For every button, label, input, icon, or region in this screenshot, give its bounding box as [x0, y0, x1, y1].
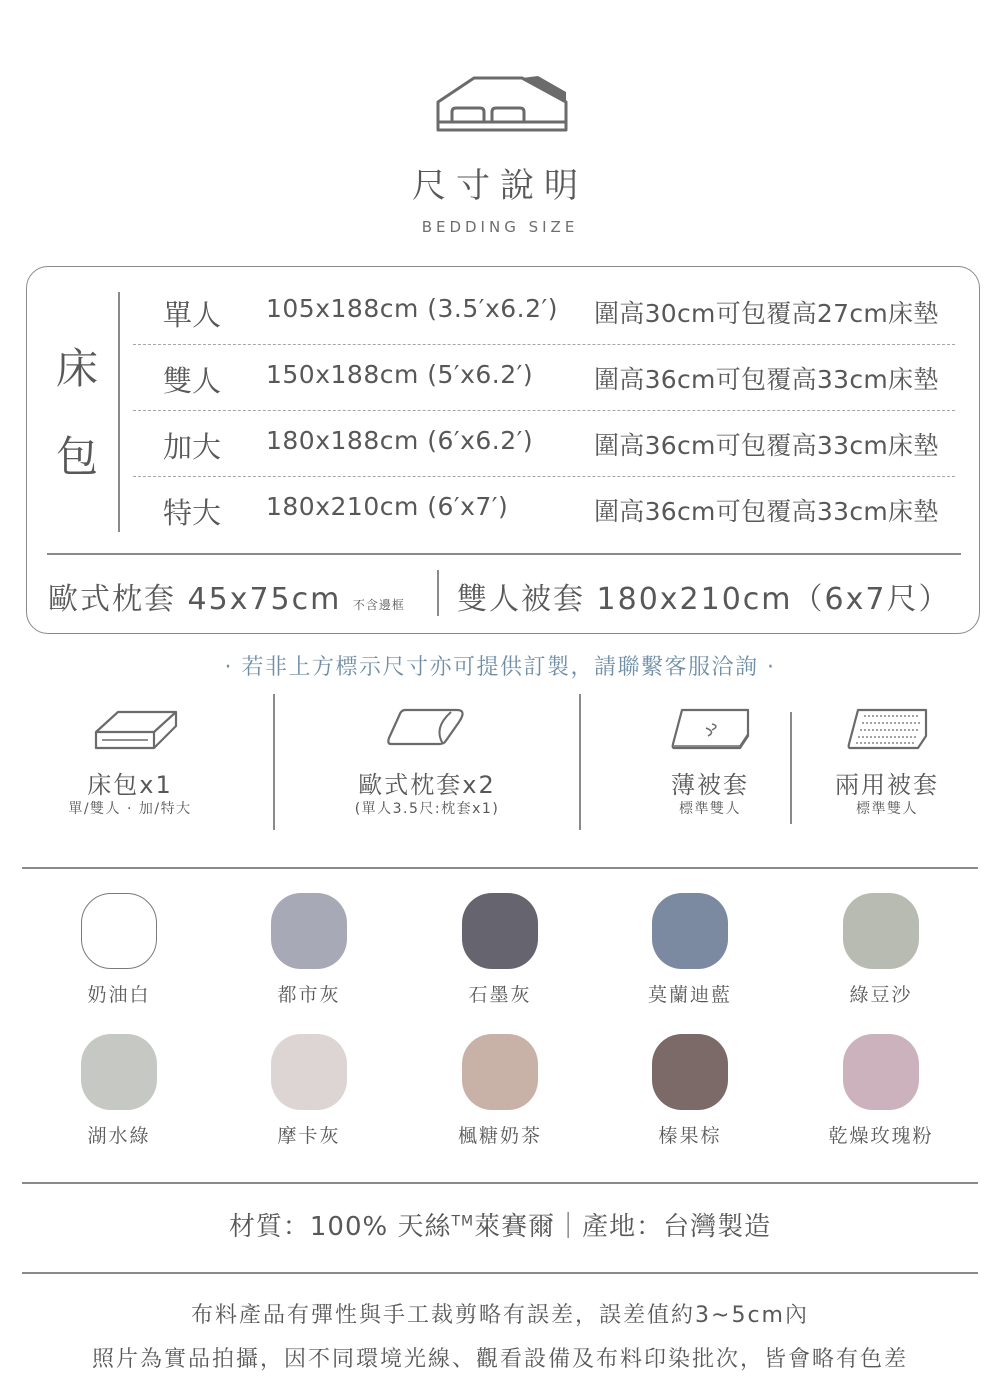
duvet-size: 雙人被套 180x210cm（6x7尺）	[457, 582, 951, 617]
disclaimer-line: 照片為實品拍攝，因不同環境光線、觀看設備及布料印染批次，皆會略有色差	[91, 1347, 908, 1372]
color-name: 榛果棕	[658, 1125, 722, 1147]
fitted-sheet-icon	[92, 706, 180, 752]
color-swatch	[843, 1034, 919, 1110]
section-divider	[22, 1182, 978, 1184]
material-prefix: 材質：100% 天絲	[228, 1212, 452, 1242]
color-name: 石墨灰	[468, 984, 532, 1006]
fitted-sheet-label-top: 床	[55, 344, 98, 393]
page-title: 尺寸說明	[412, 166, 588, 206]
row-divider	[133, 410, 955, 411]
content-sub: (單人3.5尺:枕套x1)	[354, 801, 500, 817]
fitted-sheet-label-bottom: 包	[55, 432, 98, 481]
size-row-name: 雙人	[163, 364, 222, 398]
color-swatch	[81, 1034, 157, 1110]
size-row-name: 加大	[163, 430, 222, 464]
content-label: 歐式枕套x2	[358, 771, 496, 799]
column-divider	[273, 694, 275, 830]
disclaimer-line: 布料產品有彈性與手工裁剪略有誤差，誤差值約3~5cm內	[191, 1303, 809, 1328]
row-divider	[133, 344, 955, 345]
size-row-dim: 180x188cm (6′x6.2′)	[266, 426, 534, 455]
content-sub: 標準雙人	[679, 801, 741, 817]
color-name: 都市灰	[277, 984, 341, 1006]
content-sub: 單/雙人 · 加/特大	[68, 801, 192, 817]
size-row-note: 圍高36cm可包覆高33cm床墊	[594, 431, 939, 460]
page-subtitle: BEDDING SIZE	[421, 218, 579, 236]
color-swatch	[271, 893, 347, 969]
horizontal-divider	[47, 553, 961, 555]
section-divider	[22, 867, 978, 869]
color-name: 楓糖奶茶	[457, 1125, 542, 1147]
color-swatch	[462, 893, 538, 969]
pillowcase-size-text: 歐式枕套 45x75cm	[48, 582, 342, 617]
size-row-note: 圍高30cm可包覆高27cm床墊	[594, 299, 939, 328]
content-sub: 標準雙人	[856, 801, 918, 817]
size-row-note: 圍高36cm可包覆高33cm床墊	[594, 497, 939, 526]
bed-house-icon	[430, 72, 570, 134]
custom-order-note: · 若非上方標示尺寸亦可提供訂製，請聯繫客服洽詢 ·	[224, 655, 776, 680]
quilt-duvet-icon	[846, 706, 930, 752]
vertical-divider	[118, 292, 120, 532]
pillowcase-icon	[385, 706, 469, 748]
trademark-mark: TM	[451, 1213, 475, 1230]
color-swatch	[843, 893, 919, 969]
color-name: 奶油白	[87, 984, 151, 1006]
size-row-dim: 105x188cm (3.5′x6.2′)	[266, 294, 558, 323]
size-row-name: 單人	[163, 298, 222, 332]
size-row-note: 圍高36cm可包覆高33cm床墊	[594, 365, 939, 394]
size-row-dim: 150x188cm (5′x6.2′)	[266, 360, 534, 389]
color-swatch	[271, 1034, 347, 1110]
content-label: 薄被套	[671, 771, 749, 799]
section-divider	[22, 1272, 978, 1274]
color-swatch	[652, 893, 728, 969]
color-name: 摩卡灰	[277, 1125, 341, 1147]
size-row-name: 特大	[163, 496, 222, 530]
thin-duvet-icon	[670, 706, 752, 752]
color-swatch	[462, 1034, 538, 1110]
color-swatch	[81, 893, 157, 969]
color-name: 綠豆沙	[849, 984, 913, 1006]
size-row-dim: 180x210cm (6′x7′)	[266, 492, 509, 521]
pillowcase-size	[48, 574, 405, 618]
material-origin	[0, 1206, 1000, 1243]
content-label: 兩用被套	[835, 771, 939, 799]
color-name: 莫蘭迪藍	[647, 984, 732, 1006]
material-suffix: 萊賽爾｜產地：台灣製造	[474, 1212, 772, 1242]
content-label: 床包x1	[87, 771, 173, 799]
pillowcase-size-note: 不含邊框	[352, 598, 405, 612]
color-swatch	[652, 1034, 728, 1110]
column-divider	[579, 694, 581, 830]
color-name: 湖水綠	[87, 1125, 151, 1147]
color-name: 乾燥玫瑰粉	[828, 1125, 934, 1147]
vertical-divider	[437, 570, 439, 616]
row-divider	[133, 476, 955, 477]
column-divider	[790, 712, 792, 824]
